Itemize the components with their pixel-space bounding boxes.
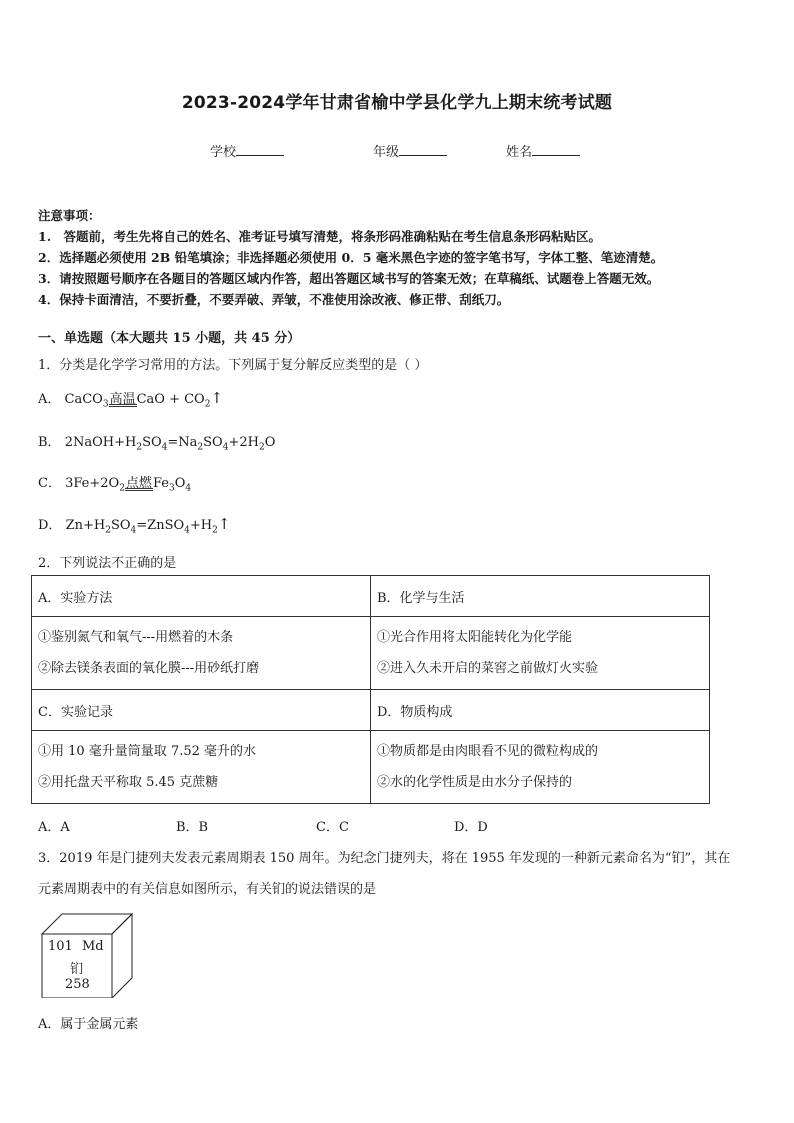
- note-item: 4．保持卡面清洁，不要折叠，不要弄破、弄皱，不准使用涂改液、修正带、刮纸刀。: [38, 292, 510, 307]
- q1-option-c: C． $3Fe+2O_2$点燃$Fe_3O_4$: [38, 472, 191, 494]
- table-header-b: B．化学与生活: [371, 576, 710, 617]
- answer-option: C．C: [316, 820, 349, 835]
- option-label: B．: [38, 435, 61, 450]
- table-header-a: A．实验方法: [32, 576, 371, 617]
- statement: ②除去镁条表面的氧化膜---用砂纸打磨: [38, 661, 260, 676]
- statement: ①用 10 毫升量筒量取 7.52 毫升的水: [38, 744, 257, 759]
- q1-option-d: D． $Zn+H_2SO_4=ZnSO_4+H_2↑$: [38, 515, 231, 536]
- name-label: 姓名: [506, 145, 533, 160]
- note-item: 2．选择题必须使用 2B 铅笔填涂；非选择题必须使用 0．5 毫米黑色字迹的签字笔书写，字体工整、笔迹清楚。: [38, 250, 664, 265]
- question-3-line-1: 3．2019 年是门捷列夫发表元素周期表 150 周年。为纪念门捷列夫，将在 1955 年发现的一种新元素命名为“钔”，其在: [38, 851, 731, 866]
- name-blank: [532, 143, 580, 156]
- notes-block: [38, 205, 663, 310]
- statement: ①光合作用将太阳能转化为化学能: [377, 630, 573, 645]
- question-3-option-a: A．属于金属元素: [38, 1017, 139, 1032]
- notes-heading: 注意事项：: [38, 208, 101, 223]
- option-label: D．: [38, 518, 62, 533]
- question-1-stem: 1．分类是化学学习常用的方法。下列属于复分解反应类型的是（ ）: [38, 358, 428, 373]
- option-label: C．: [38, 476, 61, 491]
- answer-option: A．A: [38, 820, 70, 835]
- table-header-c: C．实验记录: [32, 690, 371, 731]
- statement: ②进入久未开启的菜窖之前做灯火实验: [377, 661, 599, 676]
- grade-field: [373, 141, 447, 160]
- statement: ①物质都是由肉眼看不见的微粒构成的: [377, 744, 599, 759]
- exam-title: 2023-2024学年甘肃省榆中学县化学九上期末统考试题: [181, 93, 613, 113]
- table-cell-d: [371, 731, 710, 804]
- question-2-options: [38, 816, 488, 835]
- school-label: 学校: [210, 145, 237, 160]
- table-cell-c: [32, 731, 371, 804]
- name-field: [506, 141, 580, 160]
- element-name: 钔: [70, 962, 84, 977]
- question-3-line-2: 元素周期表中的有关信息如图所示，有关钔的说法错误的是: [38, 882, 377, 897]
- reaction-condition: 点燃: [125, 472, 153, 491]
- table-cell-b: [371, 617, 710, 690]
- element-symbol: Md: [82, 939, 104, 954]
- section-heading: 一、单选题（本大题共 15 小题，共 45 分）: [38, 331, 301, 346]
- answer-option: B．B: [176, 820, 209, 835]
- school-blank: [236, 143, 284, 156]
- table-header-d: D．物质构成: [371, 690, 710, 731]
- element-cube-figure: [40, 912, 152, 998]
- option-label: A．: [38, 392, 61, 407]
- answer-option: D．D: [454, 820, 488, 835]
- school-field: [210, 141, 284, 160]
- q1-option-b: B． $2NaOH+H_2SO_4=Na_2SO_4+2H_2O$: [38, 435, 276, 453]
- reaction-condition: 高温: [109, 388, 137, 407]
- question-2-stem: 2．下列说法不正确的是: [38, 556, 177, 571]
- statement: ②用托盘天平称取 5.45 克蔗糖: [38, 775, 219, 790]
- atomic-number: 101: [48, 939, 73, 954]
- note-item: 1. 答题前，考生先将自己的姓名、准考证号填写清楚，将条形码准确粘贴在考生信息条形码粘贴区。: [38, 229, 602, 244]
- grade-blank: [399, 143, 447, 156]
- statement: ①鉴别氮气和氧气---用燃着的木条: [38, 630, 234, 645]
- grade-label: 年级: [373, 145, 400, 160]
- cube-outline-icon: [40, 912, 152, 998]
- statement: ②水的化学性质是由水分子保持的: [377, 775, 573, 790]
- q1-option-a: A． CaCO$_3$高温CaO + $CO_2↑$: [38, 389, 224, 410]
- question-2-table: [31, 575, 710, 804]
- atomic-mass: 258: [65, 977, 90, 992]
- table-cell-a: [32, 617, 371, 690]
- note-item: 3．请按照题号顺序在各题目的答题区域内作答，超出答题区域书写的答案无效；在草稿纸、试题卷上答题无效。: [38, 271, 660, 286]
